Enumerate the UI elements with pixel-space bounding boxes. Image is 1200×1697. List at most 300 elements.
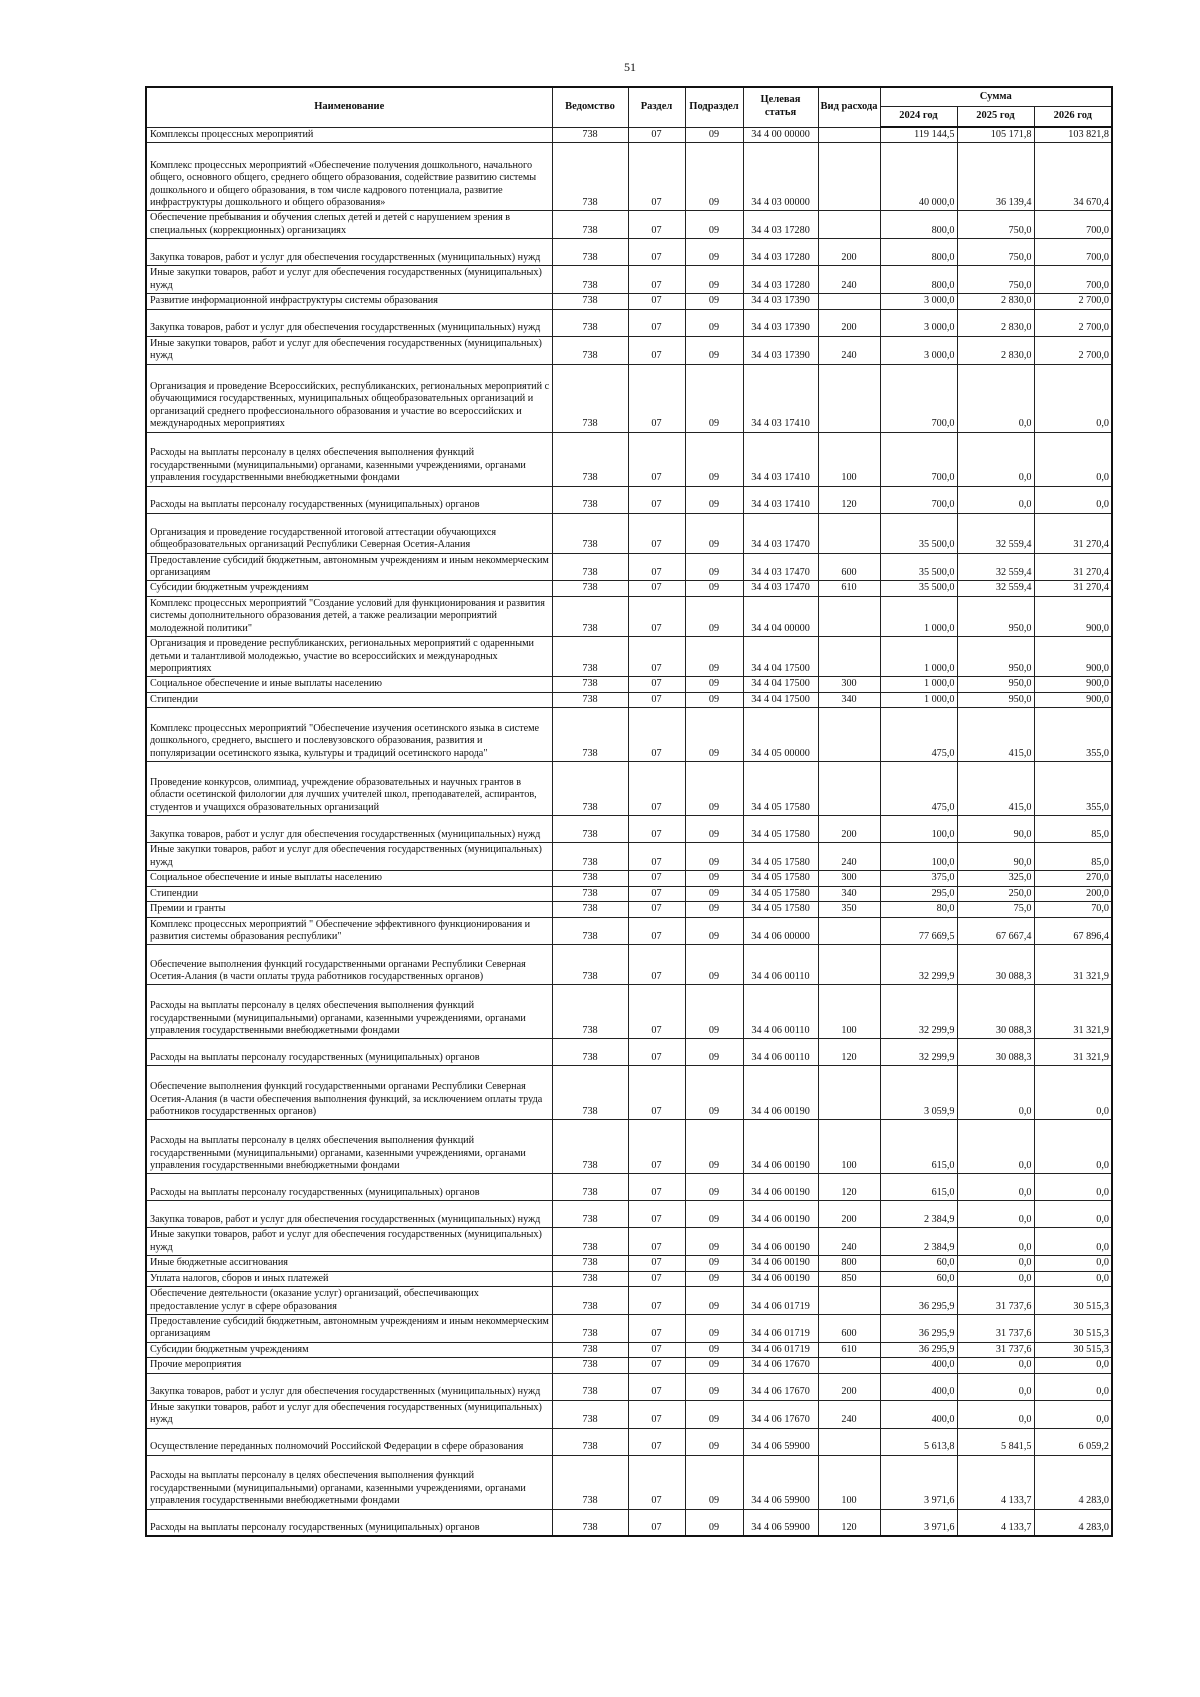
cell-2026: 103 821,8	[1034, 127, 1112, 143]
cell-expense-type	[818, 945, 880, 985]
cell-name: Комплекс процессных мероприятий " Обеспечение эффективного функционирования и развития системы образования республики"	[146, 917, 552, 945]
page-number: 51	[624, 60, 636, 74]
cell-section: 07	[628, 1342, 685, 1357]
cell-2024: 5 613,8	[880, 1428, 957, 1455]
cell-department: 738	[552, 708, 628, 762]
table-row	[146, 1201, 1112, 1228]
cell-name: Расходы на выплаты персоналу государственных (муниципальных) органов	[146, 486, 552, 513]
cell-2024: 400,0	[880, 1358, 957, 1373]
cell-subsection: 09	[685, 239, 743, 266]
cell-subsection: 09	[685, 692, 743, 707]
cell-target: 34 4 03 17470	[743, 553, 818, 581]
cell-name: Развитие информационной инфраструктуры системы образования	[146, 294, 552, 309]
cell-2026: 2 700,0	[1034, 294, 1112, 309]
cell-subsection: 09	[685, 1342, 743, 1357]
cell-expense-type: 600	[818, 1315, 880, 1343]
table-row	[146, 917, 1112, 945]
cell-section: 07	[628, 1256, 685, 1271]
cell-2025: 0,0	[957, 486, 1034, 513]
cell-subsection: 09	[685, 1066, 743, 1120]
cell-department: 738	[552, 816, 628, 843]
cell-2025: 30 088,3	[957, 985, 1034, 1039]
cell-2026: 31 270,4	[1034, 553, 1112, 581]
cell-name: Закупка товаров, работ и услуг для обеспечения государственных (муниципальных) нужд	[146, 816, 552, 843]
cell-2024: 36 295,9	[880, 1315, 957, 1343]
cell-expense-type	[818, 513, 880, 553]
cell-section: 07	[628, 985, 685, 1039]
cell-2025: 0,0	[957, 364, 1034, 432]
cell-department: 738	[552, 1342, 628, 1357]
cell-section: 07	[628, 1174, 685, 1201]
cell-section: 07	[628, 486, 685, 513]
cell-2026: 2 700,0	[1034, 309, 1112, 336]
cell-expense-type	[818, 762, 880, 816]
cell-2026: 0,0	[1034, 1400, 1112, 1428]
cell-target: 34 4 06 00190	[743, 1201, 818, 1228]
cell-name: Иные закупки товаров, работ и услуг для обеспечения государственных (муниципальных) нужд	[146, 843, 552, 871]
cell-2025: 415,0	[957, 708, 1034, 762]
cell-expense-type: 100	[818, 1120, 880, 1174]
cell-2026: 0,0	[1034, 1174, 1112, 1201]
cell-2025: 2 830,0	[957, 309, 1034, 336]
cell-2026: 31 321,9	[1034, 985, 1112, 1039]
cell-name: Уплата налогов, сборов и иных платежей	[146, 1271, 552, 1286]
cell-2026: 0,0	[1034, 1066, 1112, 1120]
cell-2026: 0,0	[1034, 1271, 1112, 1286]
cell-2024: 400,0	[880, 1373, 957, 1400]
cell-name: Расходы на выплаты персоналу в целях обеспечения выполнения функций государственными (муниципальными) органами, казенными учреждениями, органами управления государственными внебюджетными фондами	[146, 985, 552, 1039]
cell-section: 07	[628, 1315, 685, 1343]
cell-target: 34 4 04 00000	[743, 596, 818, 636]
table-header	[146, 87, 1112, 127]
cell-section: 07	[628, 917, 685, 945]
cell-2024: 3 971,6	[880, 1509, 957, 1536]
cell-name: Обеспечение выполнения функций государственными органами Республики Северная Осетия-Алания (в части оплаты труда работников государственных органов)	[146, 945, 552, 985]
cell-name: Иные бюджетные ассигнования	[146, 1256, 552, 1271]
cell-target: 34 4 03 17390	[743, 309, 818, 336]
cell-2026: 4 283,0	[1034, 1509, 1112, 1536]
cell-section: 07	[628, 1201, 685, 1228]
cell-name: Расходы на выплаты персоналу в целях обеспечения выполнения функций государственными (муниципальными) органами, казенными учреждениями, органами управления государственными внебюджетными фондами	[146, 1455, 552, 1509]
cell-name: Иные закупки товаров, работ и услуг для обеспечения государственных (муниципальных) нужд	[146, 1400, 552, 1428]
cell-subsection: 09	[685, 432, 743, 486]
cell-subsection: 09	[685, 127, 743, 143]
cell-target: 34 4 06 17670	[743, 1400, 818, 1428]
cell-2026: 85,0	[1034, 816, 1112, 843]
cell-expense-type: 350	[818, 902, 880, 917]
cell-2024: 35 500,0	[880, 513, 957, 553]
table-row	[146, 985, 1112, 1039]
header-year-2026: 2026 год	[1034, 107, 1112, 128]
cell-2025: 750,0	[957, 266, 1034, 294]
cell-department: 738	[552, 1358, 628, 1373]
cell-section: 07	[628, 211, 685, 239]
cell-section: 07	[628, 1455, 685, 1509]
cell-target: 34 4 06 00190	[743, 1066, 818, 1120]
table-row	[146, 239, 1112, 266]
cell-department: 738	[552, 1400, 628, 1428]
header-department: Ведомство	[552, 87, 628, 127]
cell-2026: 0,0	[1034, 486, 1112, 513]
cell-2024: 475,0	[880, 708, 957, 762]
cell-target: 34 4 06 01719	[743, 1315, 818, 1343]
cell-2024: 36 295,9	[880, 1287, 957, 1315]
cell-expense-type	[818, 1287, 880, 1315]
cell-expense-type: 120	[818, 1509, 880, 1536]
table-row	[146, 677, 1112, 692]
cell-target: 34 4 06 00190	[743, 1228, 818, 1256]
cell-section: 07	[628, 1287, 685, 1315]
cell-2024: 36 295,9	[880, 1342, 957, 1357]
cell-expense-type: 610	[818, 1342, 880, 1357]
cell-name: Иные закупки товаров, работ и услуг для обеспечения государственных (муниципальных) нужд	[146, 336, 552, 364]
cell-section: 07	[628, 762, 685, 816]
cell-2025: 31 737,6	[957, 1342, 1034, 1357]
cell-expense-type	[818, 294, 880, 309]
budget-table	[145, 86, 1113, 1537]
cell-target: 34 4 05 00000	[743, 708, 818, 762]
cell-2026: 30 515,3	[1034, 1342, 1112, 1357]
cell-2024: 32 299,9	[880, 985, 957, 1039]
cell-2026: 900,0	[1034, 637, 1112, 677]
table-row	[146, 945, 1112, 985]
cell-target: 34 4 03 17470	[743, 581, 818, 596]
cell-name: Стипендии	[146, 692, 552, 707]
cell-expense-type: 200	[818, 239, 880, 266]
cell-subsection: 09	[685, 513, 743, 553]
cell-target: 34 4 05 17580	[743, 843, 818, 871]
cell-2026: 31 321,9	[1034, 945, 1112, 985]
table-row	[146, 596, 1112, 636]
cell-2026: 900,0	[1034, 692, 1112, 707]
cell-department: 738	[552, 1201, 628, 1228]
cell-subsection: 09	[685, 294, 743, 309]
header-name: Наименование	[146, 87, 552, 127]
cell-name: Иные закупки товаров, работ и услуг для обеспечения государственных (муниципальных) нужд	[146, 266, 552, 294]
cell-target: 34 4 06 01719	[743, 1287, 818, 1315]
cell-2026: 270,0	[1034, 871, 1112, 886]
cell-section: 07	[628, 309, 685, 336]
cell-section: 07	[628, 1120, 685, 1174]
table-row	[146, 336, 1112, 364]
cell-department: 738	[552, 1315, 628, 1343]
cell-subsection: 09	[685, 1428, 743, 1455]
cell-subsection: 09	[685, 211, 743, 239]
cell-2024: 1 000,0	[880, 596, 957, 636]
cell-expense-type: 240	[818, 266, 880, 294]
cell-section: 07	[628, 294, 685, 309]
cell-subsection: 09	[685, 309, 743, 336]
cell-target: 34 4 03 17410	[743, 486, 818, 513]
cell-expense-type: 200	[818, 1373, 880, 1400]
cell-2025: 0,0	[957, 432, 1034, 486]
cell-2026: 70,0	[1034, 902, 1112, 917]
cell-2025: 950,0	[957, 692, 1034, 707]
cell-name: Предоставление субсидий бюджетным, автономным учреждениям и иным некоммерческим организациям	[146, 1315, 552, 1343]
table-row	[146, 886, 1112, 901]
cell-department: 738	[552, 1228, 628, 1256]
cell-2024: 1 000,0	[880, 637, 957, 677]
cell-section: 07	[628, 1373, 685, 1400]
cell-department: 738	[552, 1039, 628, 1066]
cell-2026: 0,0	[1034, 1358, 1112, 1373]
cell-name: Расходы на выплаты персоналу государственных (муниципальных) органов	[146, 1174, 552, 1201]
cell-department: 738	[552, 513, 628, 553]
header-sum: Сумма	[880, 87, 1112, 107]
cell-name: Проведение конкурсов, олимпиад, учреждение образовательных и научных грантов в области осетинской филологии для лучших учителей школ, преподавателей, аспирантов, студентов и учащихся образовательных организаций	[146, 762, 552, 816]
cell-section: 07	[628, 945, 685, 985]
cell-subsection: 09	[685, 596, 743, 636]
cell-section: 07	[628, 1509, 685, 1536]
cell-target: 34 4 06 00110	[743, 945, 818, 985]
cell-subsection: 09	[685, 266, 743, 294]
table-row	[146, 266, 1112, 294]
cell-2024: 35 500,0	[880, 581, 957, 596]
cell-2026: 200,0	[1034, 886, 1112, 901]
cell-2025: 0,0	[957, 1066, 1034, 1120]
cell-2024: 32 299,9	[880, 1039, 957, 1066]
cell-name: Закупка товаров, работ и услуг для обеспечения государственных (муниципальных) нужд	[146, 309, 552, 336]
cell-2025: 75,0	[957, 902, 1034, 917]
cell-section: 07	[628, 364, 685, 432]
table-row	[146, 1400, 1112, 1428]
cell-subsection: 09	[685, 1455, 743, 1509]
cell-2024: 375,0	[880, 871, 957, 886]
cell-target: 34 4 05 17580	[743, 816, 818, 843]
cell-section: 07	[628, 239, 685, 266]
cell-2024: 119 144,5	[880, 127, 957, 143]
cell-department: 738	[552, 294, 628, 309]
cell-expense-type: 300	[818, 677, 880, 692]
cell-2026: 4 283,0	[1034, 1455, 1112, 1509]
cell-2025: 32 559,4	[957, 513, 1034, 553]
cell-2025: 0,0	[957, 1358, 1034, 1373]
cell-2025: 0,0	[957, 1120, 1034, 1174]
cell-2025: 36 139,4	[957, 143, 1034, 211]
cell-subsection: 09	[685, 336, 743, 364]
cell-subsection: 09	[685, 945, 743, 985]
cell-expense-type	[818, 1066, 880, 1120]
cell-2025: 325,0	[957, 871, 1034, 886]
cell-2026: 0,0	[1034, 364, 1112, 432]
cell-section: 07	[628, 1271, 685, 1286]
cell-section: 07	[628, 1228, 685, 1256]
cell-2025: 415,0	[957, 762, 1034, 816]
cell-expense-type: 240	[818, 1228, 880, 1256]
table-row	[146, 1287, 1112, 1315]
cell-subsection: 09	[685, 143, 743, 211]
cell-department: 738	[552, 364, 628, 432]
cell-2026: 30 515,3	[1034, 1287, 1112, 1315]
cell-department: 738	[552, 1455, 628, 1509]
cell-target: 34 4 04 17500	[743, 692, 818, 707]
cell-expense-type: 120	[818, 1039, 880, 1066]
cell-department: 738	[552, 762, 628, 816]
cell-subsection: 09	[685, 1228, 743, 1256]
cell-2026: 900,0	[1034, 677, 1112, 692]
cell-target: 34 4 03 17410	[743, 364, 818, 432]
cell-section: 07	[628, 902, 685, 917]
cell-2024: 3 000,0	[880, 309, 957, 336]
cell-department: 738	[552, 945, 628, 985]
cell-department: 738	[552, 843, 628, 871]
cell-2026: 900,0	[1034, 596, 1112, 636]
cell-name: Обеспечение выполнения функций государственными органами Республики Северная Осетия-Алания (в части обеспечения выполнения функций, за исключением оплаты труда работников государственных органов)	[146, 1066, 552, 1120]
cell-2026: 85,0	[1034, 843, 1112, 871]
cell-2026: 0,0	[1034, 1256, 1112, 1271]
cell-expense-type: 240	[818, 336, 880, 364]
cell-2024: 100,0	[880, 843, 957, 871]
cell-2024: 77 669,5	[880, 917, 957, 945]
cell-section: 07	[628, 553, 685, 581]
cell-section: 07	[628, 596, 685, 636]
cell-department: 738	[552, 432, 628, 486]
cell-subsection: 09	[685, 902, 743, 917]
cell-expense-type: 850	[818, 1271, 880, 1286]
cell-target: 34 4 06 59900	[743, 1455, 818, 1509]
cell-2026: 34 670,4	[1034, 143, 1112, 211]
table-row	[146, 902, 1112, 917]
cell-section: 07	[628, 432, 685, 486]
cell-name: Комплексы процессных мероприятий	[146, 127, 552, 143]
cell-name: Предоставление субсидий бюджетным, автономным учреждениям и иным некоммерческим организациям	[146, 553, 552, 581]
cell-expense-type	[818, 211, 880, 239]
table-row	[146, 708, 1112, 762]
cell-department: 738	[552, 309, 628, 336]
cell-target: 34 4 06 00190	[743, 1120, 818, 1174]
table-row	[146, 1271, 1112, 1286]
cell-2024: 615,0	[880, 1174, 957, 1201]
cell-target: 34 4 06 01719	[743, 1342, 818, 1357]
cell-subsection: 09	[685, 1271, 743, 1286]
cell-department: 738	[552, 677, 628, 692]
cell-2025: 90,0	[957, 843, 1034, 871]
cell-target: 34 4 04 17500	[743, 637, 818, 677]
cell-2024: 60,0	[880, 1271, 957, 1286]
cell-2024: 3 059,9	[880, 1066, 957, 1120]
cell-name: Комплекс процессных мероприятий "Создание условий для функционирования и развития системы дополнительного образования детей, а также реализации мероприятий молодежной политики"	[146, 596, 552, 636]
cell-department: 738	[552, 266, 628, 294]
cell-2025: 0,0	[957, 1228, 1034, 1256]
cell-department: 738	[552, 692, 628, 707]
cell-name: Прочие мероприятия	[146, 1358, 552, 1373]
cell-subsection: 09	[685, 1315, 743, 1343]
cell-expense-type	[818, 596, 880, 636]
table-row	[146, 309, 1112, 336]
cell-expense-type	[818, 708, 880, 762]
cell-name: Социальное обеспечение и иные выплаты населению	[146, 871, 552, 886]
cell-department: 738	[552, 1509, 628, 1536]
table-row	[146, 294, 1112, 309]
cell-name: Расходы на выплаты персоналу государственных (муниципальных) органов	[146, 1039, 552, 1066]
cell-target: 34 4 05 17580	[743, 886, 818, 901]
cell-2024: 3 000,0	[880, 294, 957, 309]
cell-target: 34 4 03 17410	[743, 432, 818, 486]
cell-name: Расходы на выплаты персоналу в целях обеспечения выполнения функций государственными (муниципальными) органами, казенными учреждениями, органами управления государственными внебюджетными фондами	[146, 432, 552, 486]
table-row	[146, 581, 1112, 596]
cell-expense-type	[818, 1428, 880, 1455]
cell-expense-type	[818, 143, 880, 211]
cell-department: 738	[552, 581, 628, 596]
cell-target: 34 4 03 17390	[743, 336, 818, 364]
cell-2025: 30 088,3	[957, 945, 1034, 985]
cell-expense-type: 240	[818, 843, 880, 871]
cell-2024: 800,0	[880, 266, 957, 294]
table-row	[146, 816, 1112, 843]
table-row	[146, 1358, 1112, 1373]
cell-department: 738	[552, 239, 628, 266]
cell-name: Осуществление переданных полномочий Российской Федерации в сфере образования	[146, 1428, 552, 1455]
cell-2024: 295,0	[880, 886, 957, 901]
cell-2024: 1 000,0	[880, 677, 957, 692]
cell-section: 07	[628, 127, 685, 143]
cell-subsection: 09	[685, 637, 743, 677]
cell-department: 738	[552, 211, 628, 239]
cell-2025: 0,0	[957, 1373, 1034, 1400]
table-row	[146, 1256, 1112, 1271]
cell-subsection: 09	[685, 1039, 743, 1066]
cell-section: 07	[628, 1358, 685, 1373]
cell-section: 07	[628, 871, 685, 886]
cell-2024: 100,0	[880, 816, 957, 843]
cell-expense-type: 610	[818, 581, 880, 596]
cell-department: 738	[552, 127, 628, 143]
cell-section: 07	[628, 336, 685, 364]
header-subsection: Подраздел	[685, 87, 743, 127]
cell-section: 07	[628, 581, 685, 596]
cell-2026: 355,0	[1034, 762, 1112, 816]
table-row	[146, 211, 1112, 239]
table-row	[146, 127, 1112, 143]
cell-target: 34 4 00 00000	[743, 127, 818, 143]
cell-name: Организация и проведение республиканских, региональных мероприятий с одаренными детьми и талантливой молодежью, участие во всероссийских и международных мероприятиях	[146, 637, 552, 677]
cell-section: 07	[628, 637, 685, 677]
table-row	[146, 1315, 1112, 1343]
cell-2025: 950,0	[957, 596, 1034, 636]
cell-department: 738	[552, 1428, 628, 1455]
cell-2024: 475,0	[880, 762, 957, 816]
cell-target: 34 4 06 59900	[743, 1428, 818, 1455]
cell-2024: 60,0	[880, 1256, 957, 1271]
cell-expense-type: 100	[818, 432, 880, 486]
table-row	[146, 1039, 1112, 1066]
cell-section: 07	[628, 513, 685, 553]
cell-2026: 0,0	[1034, 1120, 1112, 1174]
cell-2026: 0,0	[1034, 1201, 1112, 1228]
table-row	[146, 1509, 1112, 1536]
cell-department: 738	[552, 871, 628, 886]
cell-target: 34 4 05 17580	[743, 871, 818, 886]
cell-subsection: 09	[685, 1201, 743, 1228]
table-row	[146, 1174, 1112, 1201]
table-row	[146, 364, 1112, 432]
cell-2025: 90,0	[957, 816, 1034, 843]
cell-2024: 700,0	[880, 486, 957, 513]
table-row	[146, 513, 1112, 553]
cell-2025: 5 841,5	[957, 1428, 1034, 1455]
cell-subsection: 09	[685, 1174, 743, 1201]
cell-section: 07	[628, 143, 685, 211]
cell-target: 34 4 06 00190	[743, 1271, 818, 1286]
cell-2026: 700,0	[1034, 266, 1112, 294]
cell-expense-type: 600	[818, 553, 880, 581]
header-section: Раздел	[628, 87, 685, 127]
cell-2025: 0,0	[957, 1174, 1034, 1201]
cell-target: 34 4 03 17280	[743, 239, 818, 266]
cell-2025: 67 667,4	[957, 917, 1034, 945]
cell-2025: 105 171,8	[957, 127, 1034, 143]
cell-target: 34 4 06 00000	[743, 917, 818, 945]
